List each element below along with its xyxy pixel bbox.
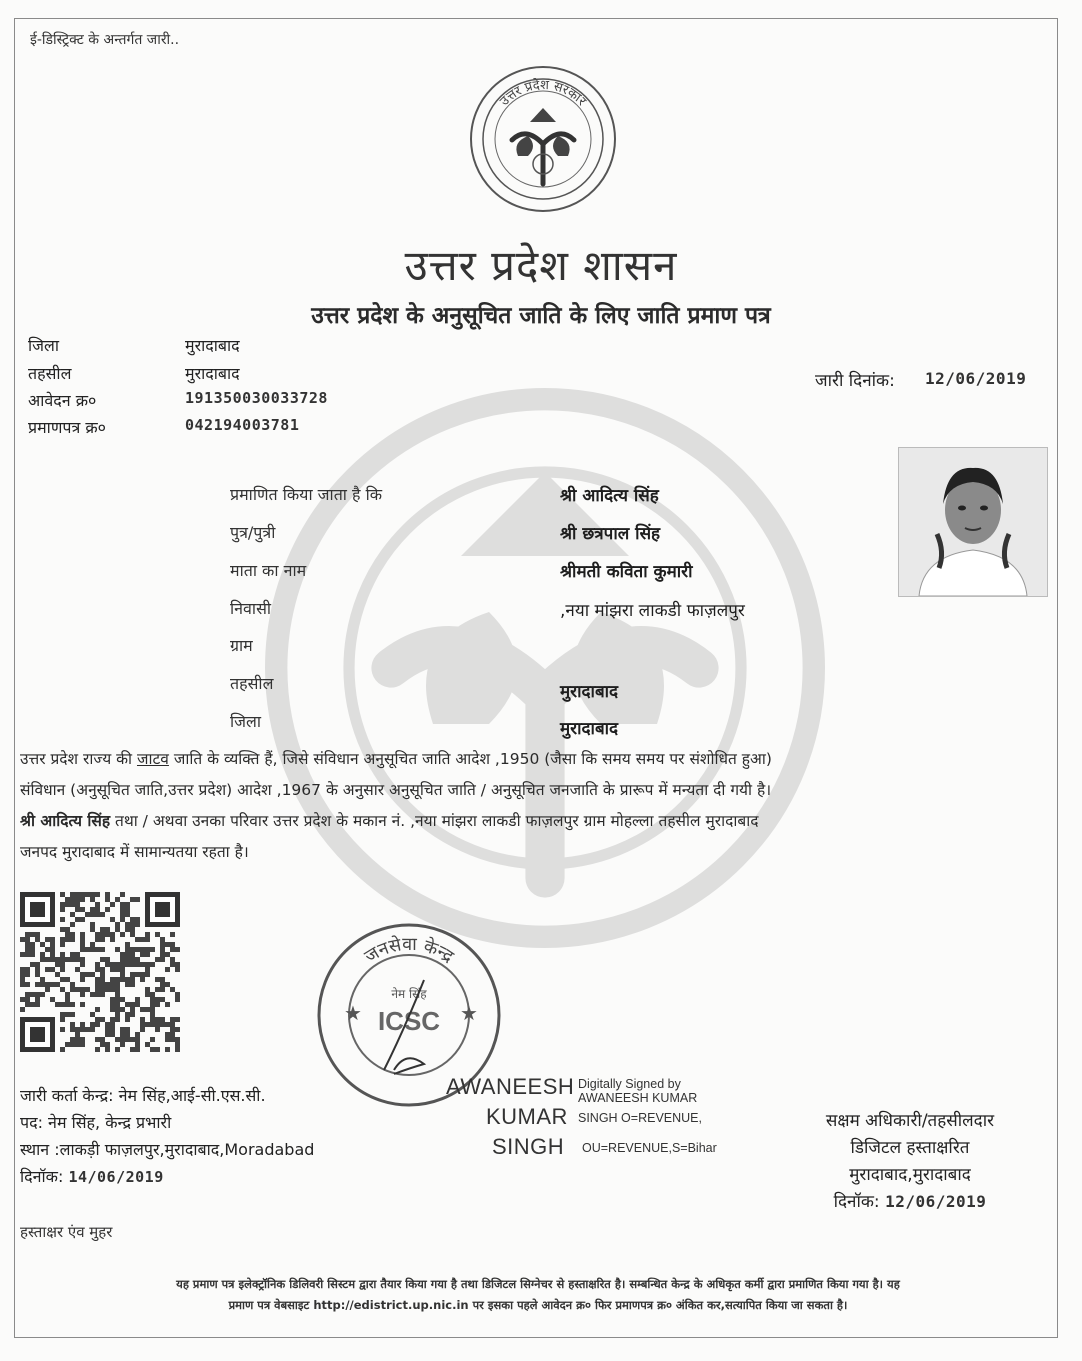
footer-line-2: प्रमाण पत्र वेबसाइट http://edistrict.up.nic.in पर इसका पहले आवेदन क्र० फिर प्रमाणपत्र क्र० अंकित कर,सत्यापित किया जा सकता है। xyxy=(228,1298,848,1312)
signer-name-3: SINGH xyxy=(492,1134,565,1159)
digital-signature xyxy=(446,1072,766,1168)
applicant-photo xyxy=(898,447,1048,597)
svg-text:★: ★ xyxy=(344,1001,362,1025)
district-label: जिला xyxy=(28,336,60,355)
tehsil-value: मुरादाबाद xyxy=(185,364,240,383)
body-line-2: संविधान (अनुसूचित जाति,उत्तर प्रदेश) आदेश ,1967 के अनुसार अनुसूचित जाति / अनुसूचित जनजाति के प्रारूप में मन्यता दी गयी है। xyxy=(20,781,772,799)
issue-date-label: जारी दिनांक: xyxy=(815,371,895,391)
footer-line-1: यह प्रमाण पत्र इलेक्ट्रॉनिक डिलिवरी सिस्टम द्वारा तैयार किया गया है तथा डिजिटल सिग्नेचर से हस्ताक्षरित है। सम्बन्धित केन्द्र के अधिकृत कर्मी द्वारा प्रमाणित किया गया है। यह xyxy=(176,1277,900,1291)
body-applicant-name: श्री आदित्य सिंह xyxy=(20,812,111,830)
top-note: ई-डिस्ट्रिक्ट के अन्तर्गत जारी.. xyxy=(30,32,180,48)
certificate-number-label: प्रमाणपत्र क्र० xyxy=(28,418,106,437)
father-name: श्री छत्रपाल सिंह xyxy=(560,524,661,544)
authority-title: सक्षम अधिकारी/तहसीलदार xyxy=(825,1111,995,1131)
authority-signed: डिजिटल हस्ताक्षरित xyxy=(850,1138,970,1158)
application-number: 191350030033728 xyxy=(185,389,328,407)
svg-text:उत्तर प्रदेश सरकार xyxy=(497,77,589,110)
tehsil-label: तहसील xyxy=(28,364,72,383)
signature-note-2: AWANEESH KUMAR xyxy=(578,1091,698,1105)
body-line-3: श्री आदित्य सिंह तथा / अथवा उनका परिवार उत्तर प्रदेश के मकान नं. ,नया मांझरा लाकडी फाज़लपुर ग्राम मोहल्ला तहसील मुरादाबाद xyxy=(20,812,759,830)
certificate-title: उत्तर प्रदेश के अनुसूचित जाति के लिए जाति प्रमाण पत्र xyxy=(311,303,771,329)
detail-tehsil-value: मुरादाबाद xyxy=(560,682,619,702)
up-government-emblem xyxy=(468,64,618,214)
stamp-top-text: जनसेवा केन्द्र xyxy=(360,933,458,968)
caste-name: जाटव xyxy=(136,750,169,768)
applicant-name: श्री आदित्य सिंह xyxy=(560,486,659,506)
application-label: आवेदन क्र० xyxy=(28,391,97,410)
stamp-center-small: नेम सिंह xyxy=(391,987,427,1001)
certified-label: प्रमाणित किया जाता है कि xyxy=(230,485,383,504)
body-line-4: जनपद मुरादाबाद में सामान्यतया रहता है। xyxy=(20,843,249,861)
authority-date: दिनॉक: 12/06/2019 xyxy=(833,1192,987,1212)
mother-name-label: माता का नाम xyxy=(230,561,307,580)
district-value: मुरादाबाद xyxy=(185,336,240,355)
signature-seal-label: हस्ताक्षर एंव मुहर xyxy=(20,1223,113,1241)
government-title: उत्तर प्रदेश शासन xyxy=(404,241,678,290)
signature-note-3: SINGH O=REVENUE, xyxy=(578,1111,702,1125)
signature-note-1: Digitally Signed by xyxy=(578,1077,681,1091)
mother-name: श्रीमती कविता कुमारी xyxy=(560,562,693,582)
signer-name-2: KUMAR xyxy=(486,1104,568,1129)
svg-text:★: ★ xyxy=(460,1001,478,1025)
issuer-block xyxy=(20,1084,314,1192)
signer-name-1: AWANEESH xyxy=(446,1074,575,1099)
authority-block xyxy=(790,1108,1030,1216)
authority-place: मुरादाबाद,मुरादाबाद xyxy=(849,1165,971,1185)
issuer-date: दिनॉक: 14/06/2019 xyxy=(20,1167,164,1186)
issuer-place: स्थान :लाकड़ी फाज़लपुर,मुरादाबाद,Moradabad xyxy=(20,1140,315,1159)
detail-tehsil-label: तहसील xyxy=(230,674,274,693)
signature-note-4: OU=REVENUE,S=Bihar xyxy=(582,1141,717,1155)
village-label: ग्राम xyxy=(230,636,253,655)
certificate-number: 042194003781 xyxy=(185,416,300,434)
body-paragraph xyxy=(20,744,1060,868)
footer-note xyxy=(18,1274,1058,1316)
detail-district-value: मुरादाबाद xyxy=(560,719,619,739)
issuer-post: पद: नेम सिंह, केन्द्र प्रभारी xyxy=(20,1113,172,1132)
emblem-text: उत्तर प्रदेश सरकार xyxy=(497,77,589,110)
qr-code xyxy=(20,892,180,1052)
issuer-center: जारी कर्ता केन्द्र: नेम सिंह,आई-सी.एस.सी. xyxy=(20,1086,266,1105)
body-line-1: उत्तर प्रदेश राज्य की जाटव जाति के व्यक्ति हैं, जिसे संविधान अनुसूचित जाति आदेश ,1950 (जैसा कि समय समय पर संशोधित हुआ) xyxy=(20,750,772,768)
issue-date-value: 12/06/2019 xyxy=(925,369,1027,388)
resident-value: ,नया मांझरा लाकडी फाज़लपुर xyxy=(560,601,745,621)
resident-label: निवासी xyxy=(230,599,272,618)
son-daughter-label: पुत्र/पुत्री xyxy=(230,523,276,542)
svg-text:जनसेवा केन्द्र xyxy=(361,933,458,967)
detail-district-label: जिला xyxy=(230,712,262,731)
stamp-center-text: ICSC xyxy=(377,1006,441,1036)
